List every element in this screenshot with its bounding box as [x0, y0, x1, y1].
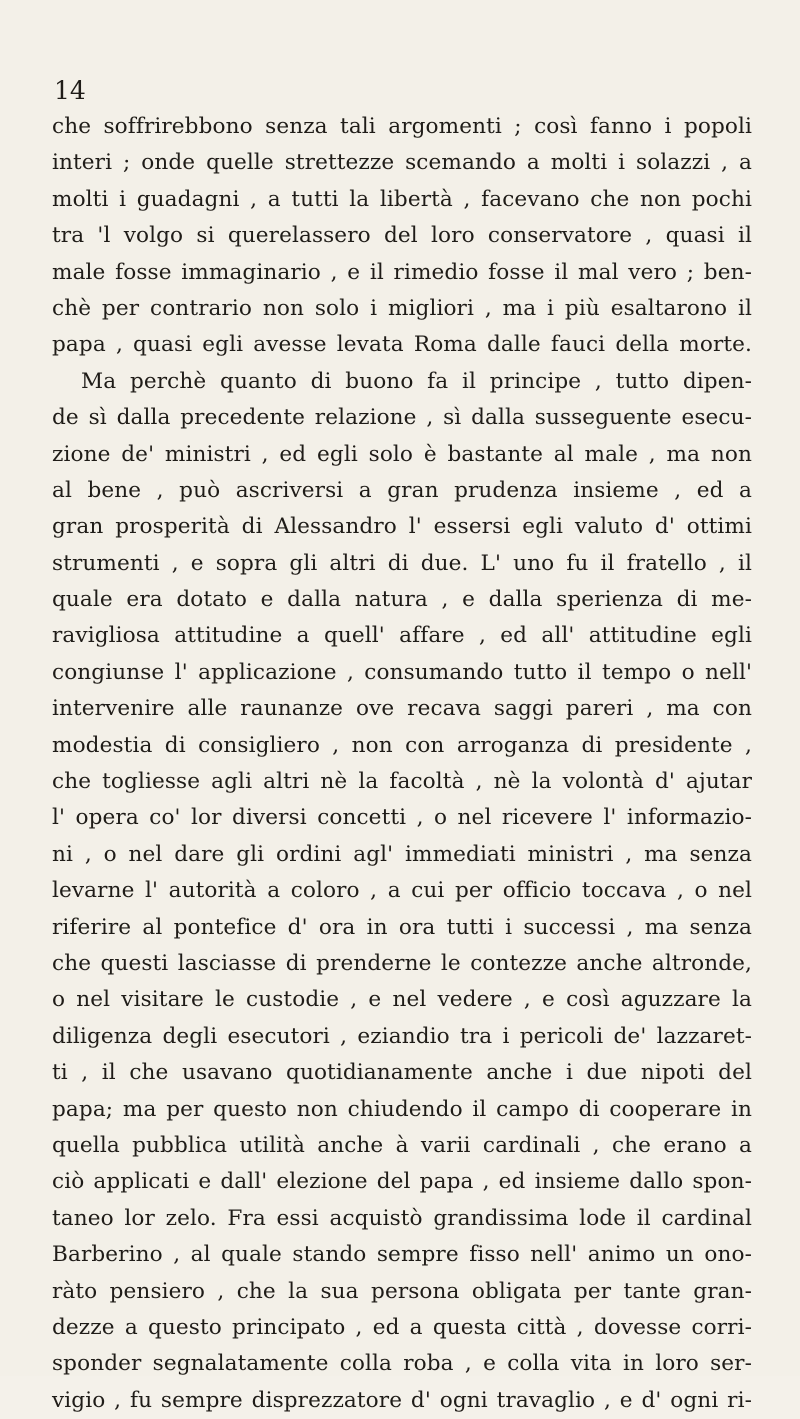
text-line: modestia di consigliero , non con arroganza di presidente , [52, 732, 752, 758]
text-line: gran prosperità di Alessandro l' essersi egli valuto d' ottimi [52, 514, 752, 540]
text-line: che questi lasciasse di prenderne le contezze anche altronde, [52, 950, 752, 976]
text-line: interi ; onde quelle strettezze scemando a molti i solazzi , a [52, 150, 752, 176]
text-line: riferire al pontefice d' ora in ora tutti i successi , ma senza [52, 914, 752, 940]
text-line: male fosse immaginario , e il rimedio fosse il mal vero ; ben- [52, 259, 752, 285]
text-line: chè per contrario non solo i migliori , ma i più esaltarono il [52, 295, 752, 321]
page-number: 14 [54, 76, 86, 105]
text-line: ravigliosa attitudine a quell' affare , ed all' attitudine egli [52, 623, 752, 649]
text-line: ti , il che usavano quotidianamente anche i due nipoti del [52, 1060, 752, 1086]
text-line: molti i guadagni , a tutti la libertà , facevano che non pochi [52, 186, 752, 212]
text-line: ciò applicati e dall' elezione del papa , ed insieme dallo spon- [52, 1169, 752, 1195]
text-line: dezze a questo principato , ed a questa città , dovesse corri- [52, 1314, 752, 1340]
text-line: l' opera co' lor diversi concetti , o nel ricevere l' informazio- [52, 805, 752, 831]
text-line: levarne l' autorità a coloro , a cui per officio toccava , o nel [52, 878, 752, 904]
text-line: de sì dalla precedente relazione , sì dalla susseguente esecu- [52, 405, 752, 431]
text-line: papa; ma per questo non chiudendo il campo di cooperare in [52, 1096, 752, 1122]
text-line: quella pubblica utilità anche à varii cardinali , che erano a [52, 1132, 752, 1158]
text-line: ni , o nel dare gli ordini agl' immediati ministri , ma senza [52, 841, 752, 867]
text-line: intervenire alle raunanze ove recava saggi pareri , ma con [52, 696, 752, 722]
text-line: diligenza degli esecutori , eziandio tra i pericoli de' lazzaret- [52, 1023, 752, 1049]
text-line: taneo lor zelo. Fra essi acquistò grandissima lode il cardinal [52, 1205, 752, 1231]
text-line: congiunse l' applicazione , consumando tutto il tempo o nell' [52, 659, 752, 685]
text-line: che togliesse agli altri nè la facoltà , nè la volontà d' ajutar [52, 769, 752, 795]
text-line: vigio , fu sempre disprezzatore d' ogni travaglio , e d' ogni ri- [52, 1387, 752, 1413]
body-text [52, 109, 752, 1419]
text-line: ràto pensiero , che la sua persona obligata per tante gran- [52, 1278, 752, 1304]
paragraph-start-line: Ma perchè quanto di buono fa il principe , tutto dipen- [81, 368, 752, 394]
text-line: sponder segnalatamente colla roba , e colla vita in loro ser- [52, 1351, 752, 1377]
text-line: che soffrirebbono senza tali argomenti ; così fanno i popoli [52, 114, 752, 139]
text-line: quale era dotato e dalla natura , e dalla sperienza di me- [52, 587, 752, 613]
text-line: tra 'l volgo si querelassero del loro conservatore , quasi il [52, 223, 752, 249]
text-line: Barberino , al quale stando sempre fisso nell' animo un ono- [52, 1242, 752, 1268]
text-line: o nel visitare le custodie , e nel vedere , e così aguzzare la [52, 987, 752, 1013]
text-line: al bene , può ascriversi a gran prudenza insieme , ed a [52, 477, 752, 503]
text-line: strumenti , e sopra gli altri di due. L' uno fu il fratello , il [52, 550, 752, 576]
text-line: zione de' ministri , ed egli solo è bastante al male , ma non [52, 441, 752, 467]
text-line: papa , quasi egli avesse levata Roma dalle fauci della morte. [52, 332, 752, 358]
